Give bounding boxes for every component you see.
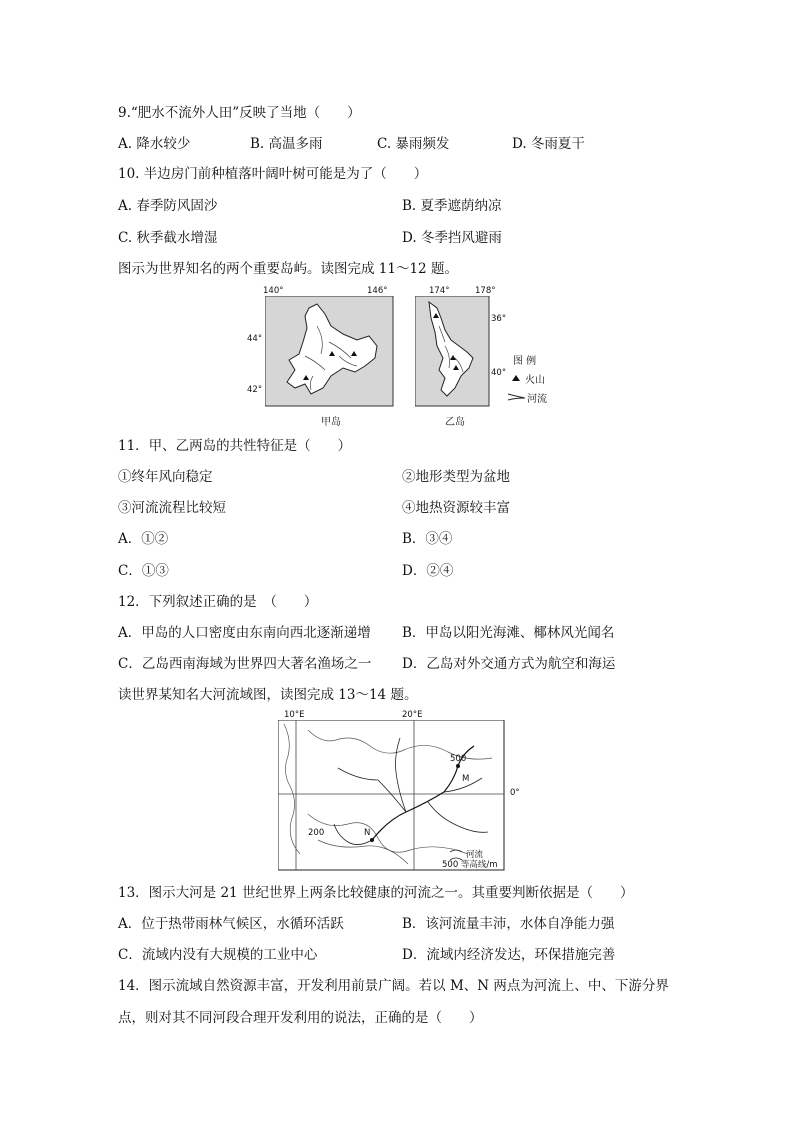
map1-left-lon-label-1: 140° [263,286,284,296]
map2-legend-contour: 500 等高线/m [442,860,498,870]
q9-option-a[interactable]: A. 降水较少 [118,136,191,152]
q13-option-a[interactable]: A．位于热带雨林气候区，水循环活跃 [118,916,344,932]
river-legend-icon [507,392,527,402]
map1-right-lon-label-2: 178° [475,286,496,296]
q10-stem: 10. 半边房门前种植落叶阔叶树可能是为了（ ） [118,166,428,182]
map1-legend-river: 河流 [527,394,547,405]
q12-option-c[interactable]: C．乙岛西南海域为世界四大著名渔场之一 [118,656,372,672]
q9-option-d[interactable]: D. 冬雨夏干 [512,136,585,152]
map1-legend-volcano: 火山 [525,375,545,386]
q10-option-a[interactable]: A. 春季防风固沙 [118,198,218,214]
intro-11-12: 图示为世界知名的两个重要岛屿。读图完成 11～12 题。 [118,261,458,277]
volcano-icon [511,374,521,382]
map1-left-lat-label-1: 44° [247,334,263,344]
q13-option-d[interactable]: D．流域内经济发达，环保措施完善 [402,947,616,963]
map1-right-lat-label-2: 40° [491,368,507,378]
q10-option-b[interactable]: B. 夏季遮荫纳凉 [402,198,502,214]
q11-statement-3: ③河流流程比较短 [118,500,226,516]
island-yi-map [415,296,491,408]
q11-option-a[interactable]: A．①② [118,531,169,547]
map2-lon-label-1: 10°E [284,710,305,720]
map2-point-n: N [364,828,371,838]
q12-option-b[interactable]: B．甲岛以阳光海滩、椰林风光闻名 [402,625,615,641]
map2-legend-river: 河流 [466,850,484,860]
q10-option-d[interactable]: D. 冬季挡风避雨 [402,230,502,246]
q12-stem: 12．下列叙述正确的是 （ ） [118,594,318,610]
q11-statement-4: ④地热资源较丰富 [402,500,510,516]
map1-left-lon-label-2: 146° [367,286,388,296]
map2-lat-label: 0° [510,788,520,798]
map1-right-lon-label-1: 174° [429,286,450,296]
q13-stem: 13．图示大河是 21 世纪世界上两条比较健康的河流之一。其重要判断依据是（ ） [118,885,634,901]
q11-option-d[interactable]: D．②④ [402,563,454,579]
islands-figure [247,286,555,428]
map2-contour-label-500: 500 [450,754,467,764]
island-jia-map [265,296,395,408]
q12-option-d[interactable]: D．乙岛对外交通方式为航空和海运 [402,656,616,672]
map1-right-caption: 乙岛 [445,417,465,428]
intro-13-14: 读世界某知名大河流域图，读图完成 13～14 题。 [118,687,418,703]
map1-left-caption: 甲岛 [321,417,341,428]
q11-statement-2: ②地形类型为盆地 [402,469,510,485]
q11-statement-1: ①终年风向稳定 [118,469,213,485]
q11-option-b[interactable]: B．③④ [402,531,453,547]
q11-stem: 11．甲、乙两岛的共性特征是（ ） [118,438,352,454]
map1-left-lat-label-2: 42° [247,385,263,395]
q13-option-b[interactable]: B．该河流量丰沛，水体自净能力强 [402,916,615,932]
river-basin-figure [278,710,520,872]
q9-option-b[interactable]: B. 高温多雨 [250,136,323,152]
q14-stem-line-2: 点，则对其不同河段合理开发利用的说法，正确的是（ ） [118,1010,483,1026]
q9-option-c[interactable]: C. 暴雨频发 [377,136,450,152]
q14-stem-line-1: 14．图示流域自然资源丰富，开发利用前景广阔。若以 M、N 两点为河流上、中、下游分界 [118,978,669,994]
q9-stem: 9.“肥水不流外人田”反映了当地（ ） [118,105,361,121]
map1-legend-title: 图 例 [513,356,537,367]
map1-right-lat-label-1: 36° [491,314,507,324]
q12-option-a[interactable]: A．甲岛的人口密度由东南向西北逐渐递增 [118,625,371,641]
map2-contour-label-200: 200 [308,828,325,838]
q10-option-c[interactable]: C. 秋季截水增湿 [118,230,218,246]
q13-option-c[interactable]: C．流域内没有大规模的工业中心 [118,947,318,963]
q11-option-c[interactable]: C．①③ [118,563,169,579]
map2-lon-label-2: 20°E [402,710,423,720]
map2-point-m: M [462,774,470,784]
